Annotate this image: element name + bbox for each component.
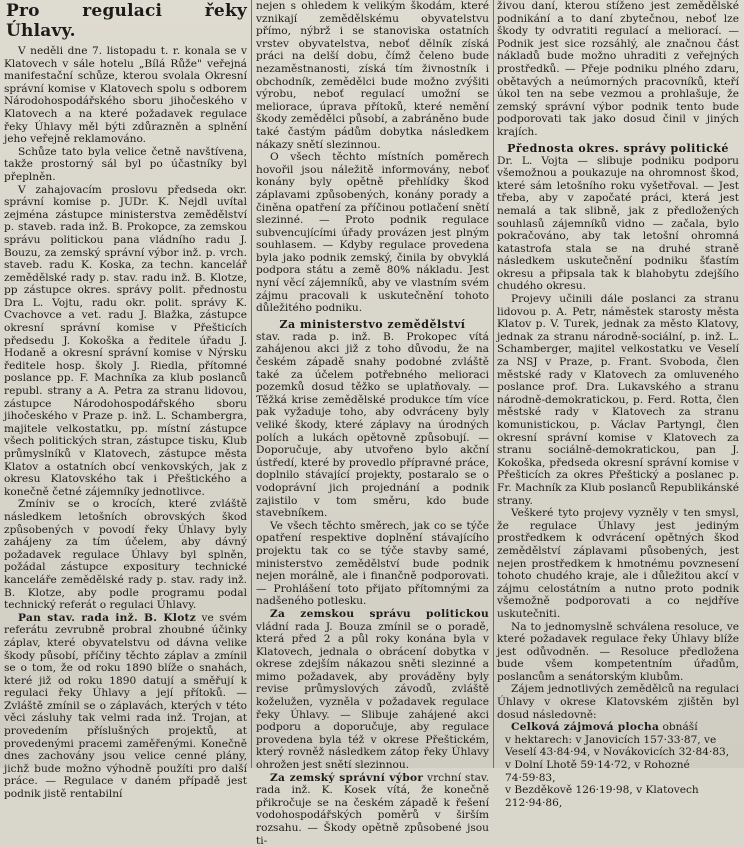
paragraph: Dr. L. Vojta — slibuje podniku podporu všemožnou a poukazuje na ohromnost škod, které sám letošního roku vyšetřoval. — Jest třeba, aby v započaté práci, která jest nemalá a tak slibně, jak z předložených souhlasů zájemníků vidno — začala, bylo pokračováno, aby tak letošní ohromná katastrofa stala se na druhé straně následkem uskutečnění podniku šťastím okresu a připsala tak k blahobytu zdejšího chudého okresu. (497, 154, 739, 293)
paragraph-text: obnáší (659, 721, 698, 734)
column-2 (256, 0, 489, 847)
paragraph: Schůze tato byla velice četně navštívena, takže prostorný sál byl po účastníky byl přeplněn. (4, 145, 247, 183)
paragraph: Veškeré tyto projevy vyzněly v ten smysl, že regulace Úhlavy jest jediným prostředkem k odvrácení opětných škod zemědělství záplavami působených, jest nejen prostředkem k hmotnému povznesení tohoto chudého kraje, ale i důležitou akcí v zájmu celostátním a nutno proto podnik všemožně podporovati a co nejdříve uskutečniti. (497, 507, 739, 620)
paragraph (256, 608, 489, 772)
speaker-heading-tail: ve svém (196, 611, 247, 624)
paragraph (497, 721, 739, 734)
paragraph: nejen s ohledem k velikým škodám, které vznikají zemědělskému obyvatelstvu přímo, nýbrž i se stanoviska ostatních vrstev obyvatelstva, neboť dělník získá práci na delší dobu, čímž čeleno bude nezaměstnanosti, získá tím živnostník i obchodník, zemědělci bude možno zvýšiti výrobu, neboť regulací umožní se meliorace, úprava přítoků, které nemění škody zemědělci působí, a zabráněno bude také častým pádům dobytka následkem nákazy snětí slezinnou. (256, 0, 489, 151)
paragraph: Na to jednomyslně schválena resoluce, ve které požadavek regulace řeky Úhlavy blíže jest odůvodněn. — Resoluce předložena bude všem kompetentním úřadům, poslancům a senátorským klubům. (497, 620, 739, 683)
paragraph: Zmíniv se o krocích, které zvláště následkem letošních obrovských škod způsobených v povodí řeky Úhlavy byly zahájeny za tím účelem, aby dávný požadavek regulace Úhlavy byl splněn, požádal zástupce expositury technické kanceláře zemědělské rady p. stav. rady inž. B. Klotze, aby podle programu podal technický referát o regulaci Úhlavy. (4, 498, 247, 612)
paragraph-text: referátu zevrubně probral zhoubné účinky záplav, které obyvatelstvu od dávna velike škody působí, příčiny těchto záplav a zmínil se o tom, že od roku 1890 blíže o snahách, které již od roku 1890 datují a směřují k regulaci řeky Úhlavy a její přítoků. — Zvláště zmínil se o záplavách, kterých v této věci zásluhy tak velmi rada inž. Trojan, at provedením příslušných projektů, at provedenými pracemi zaměřenými. Konečně dnes zachovány jsou velice cenné plány, jichž bude možno výhodně použíti pro další práce. — Regulace v daném případě jest podnik jistě rentabilní (4, 624, 247, 801)
section-heading-ministry: Za ministerstvo zemědělství (279, 317, 466, 331)
paragraph: živou daní, kterou stíženo jest zemědělské podnikání a to daní zbytečnou, neboť lze škody ty odvratiti regulací a meliorací. — Podnik jest sice rozsáhlý, ale značnou část nákladů bude možno uhraditi z veřejných prostředků. — Přeje podniku plného zdaru, obětavých a neúmorných pracovníků, kteří úkol ten na sebe vezmou a prohlašuje, že zemský správní výbor podnik tento bude podporovati tak jako dosud činil v jiných krajích. (497, 0, 739, 138)
article-title: Pro regulaci řeky Úhlavy. (6, 1, 247, 41)
paragraph: V zahajovacím proslovu předseda okr. správní komise p. JUDr. K. Nejdl uvítal zejména zástupce ministerstva zemědělství p. staveb. rada inž. B. Prokopce, za zemskou správu politickou pana vládního radu J. Bouzu, za zemský správní výbor inž. p. vrch. staveb. radu K. Koska, za techn. kancelář zemědělské rady p. stav. radu inž. B. Klotze, pp zástupce okres. správy polit. přednostu Dra L. Vojtu, radu okr. polit. správy K. Cvachovce a vet. radu J. Blažka, zástupce okresní správní komise v Přešticích předsedu J. Kokoška a ředitele úřadu J. Hodaně a okresní správní komise v Nýrsku ředitele hosp. školy J. Riedla, přítomné poslance pp. F. Machníka za klub poslanců republ. strany a A. Petra za stranu lidovou, zástupce Národohospodářského sboru jihočeského v Praze p. inž. L. Schambergra, majitele velkostatku, pp. místní zástupce všech politických stran, zástupce tisku, Klub průmyslníků v Klatovech, zástupce města Klatov a ostatních obcí venkovských, jak z okresu Klatovského tak i Přeštického a konečně četné zájemníky jednotlivce. (4, 183, 247, 498)
paragraph: O všech těchto místních poměrech hovořil jsou náležitě informovány, neboť konány byly opětně přehlídky škod záplavami způsobených, konány porady a činěna opatření za příčinou potlačení snětí slezinné. — Proto podnik regulace subvencujícími úřady provázen jest plným souhlasem. — Kdyby regulace provedena byla jako podnik zemský, činila by obvyklá podpora státu a země 80% nákladu. Jest nyní věcí zájemníků, aby ve vlastním svém zájmu pracovali k uskutečnění tohoto důležitého podniku. (256, 151, 489, 315)
speaker-heading: Pan stav. rada inž. B. Klotz (18, 611, 197, 624)
section-heading-vybor: Za zemský správní výbor (270, 771, 424, 784)
column-1 (4, 0, 247, 801)
section-heading-zemska: Za zemskou správu politickou (270, 607, 489, 620)
stats-line: v hektarech: v Janovicích 157·33·87, ve (505, 733, 717, 746)
section-heading-celkova: Celková zájmová plocha (511, 721, 660, 734)
paragraph: V neděli dne 7. listopadu t. r. konala se v Klatovech v sále hotelu „Bílá Růže" veřejná manifestační schůze, kterou svolala Okresní správní komise v Klatovech spolu s odborem Národohospodářského sboru jihočeského v Klatovech a na které požadavek regulace řeky Úhlavy měl býti zdůrazněn a splnění jeho veřejně reklamováno. (4, 45, 247, 146)
paragraph: Ve všech těchto směrech, jak co se týče opatření respektive doplnění stávajícího projektu tak co se týče stavby samé, ministerstvo zemědělství bude podnik nejen morálně, ale i finančně podporovati. — Prohlášení toto přijato přítomnými za nadšeného potlesku. (256, 519, 489, 608)
paragraph: stav. rada p. inž. B. Prokopec vítá zahájenou akci již z toho důvodu, že na českém západě snahy podobné zvláště také za účelem potřebného melioraci pozemků dosud těžko se uplatňovaly. — Těžká krise zemědělské produkce tím více pak vyžaduje toho, aby odvráceny byly veliké škody, které záplavy na úrodných polích a lukách opětovně způsobují. — Doporučuje, aby utvořeno bylo akční ústředí, které by provedlo přípravné práce, doplnilo stávající projekty, postaralo se o vodoprávní jich projednání a podnik zajistilo v tom směru, kdo bude stavebníkem. (256, 330, 489, 520)
paragraph: Zájem jednotlivých zemědělců na regulaci Úhlavy v okrese Klatovském zjištěn byl dosud následovně: (497, 683, 739, 721)
column-3 (497, 0, 739, 809)
paragraph-text: vládní rada J. Bouza zmínil se o poradě, která před 2 a půl roky konána byla v Klatovech, jednala o obrácení dobytka v okrese zdejším nákazou sněti slezinné a mimo požadavek, aby prováděny byly revise průmyslových závodů, zvláště koželužen, vyzněla v požadavek regulace řeky Úhlavy. — Slibuje zahájené akci podporu a doporučuje, aby regulace provedena byla též v okrese Přeštickém, který rovněž následkem zátop řeky Úhlavy ohrožen jest snětí slezinnou. (256, 620, 489, 772)
stats-line: v Bezděkově 126·19·98, v Klatovech 212·94·86, (505, 784, 699, 809)
paragraph-text: vrchní stav. rada inž. K. Kosek vítá, že konečně přikročuje se na českém západě k řešení vodohospodářských poměrů v širším rozsahu. — Škody opětně způsobené jsou ti- (256, 771, 489, 847)
paragraph: Projevy učinili dále poslanci za stranu lidovou p. A. Petr, náměstek starosty města Klatov p. V. Turek, jednak za město Klatovy, jednak za stranu národně-sociální, p. inž. L. Schamberger, majitel velkostatku ve Veselí za NSJ v Praze, p. Frant. Svoboda, člen městské rady v Klatovech za omluveného poslance prof. Dra. Lukavského a stranu národně-demokratickou, p. Ferd. Rotta, člen městské rady v Klatovech za stranu komunistickou, p. Václav Partyngl, člen okresní správní komise v Klatovech za stranu sociálně-demokratickou, pan J. Kokoška, předseda okresní správní komise v Přešticích za okres Přeštický a poslanec p. Fr. Machník za Klub poslanců Republikánské strany. (497, 293, 739, 507)
stats-line: Veselí 43·84·94, v Novákovicích 32·84·83, (505, 746, 730, 759)
section-heading-prednosta: Přednosta okres. správy politické (507, 141, 729, 155)
column-rule (493, 0, 494, 768)
column-rule (251, 0, 252, 768)
area-stats (497, 734, 739, 810)
stats-line: v Dolní Lhotě 59·14·72, v Rohozné 74·59·83, (505, 759, 690, 784)
paragraph (256, 772, 489, 847)
paragraph (4, 612, 247, 801)
